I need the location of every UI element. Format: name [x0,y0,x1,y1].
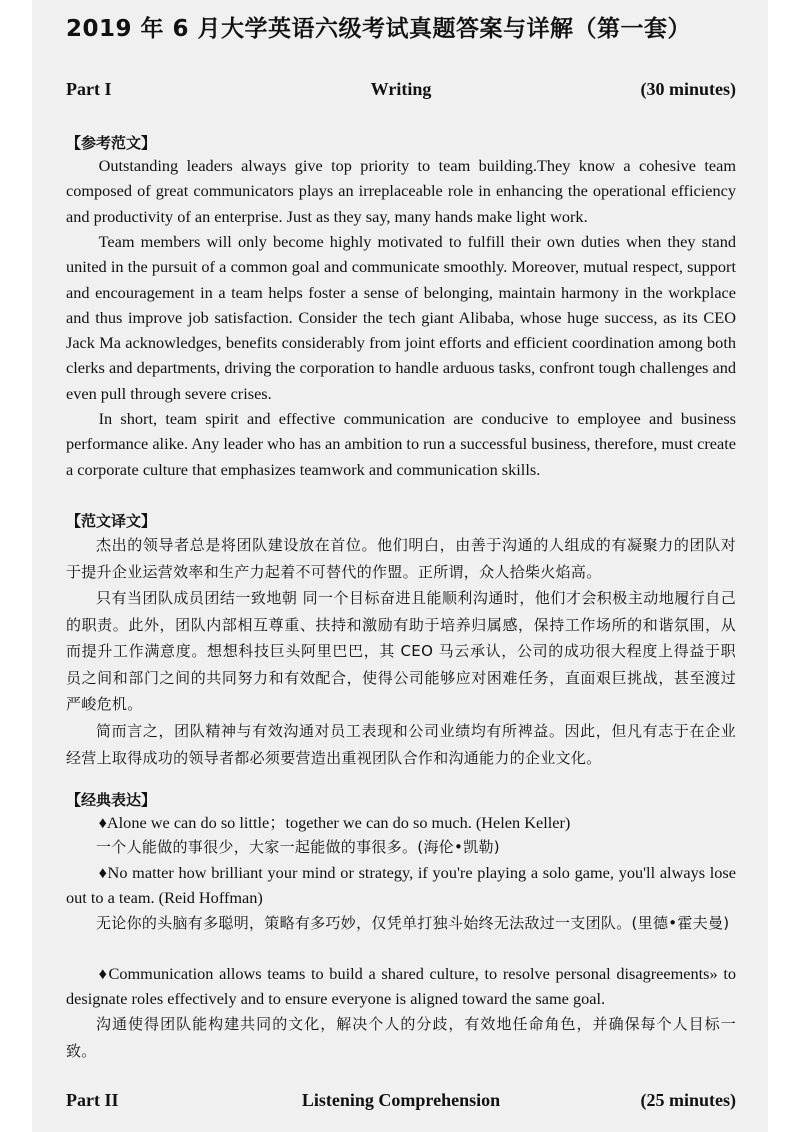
page-title: 2019 年 6 月大学英语六级考试真题答案与详解（第一套） [66,16,692,42]
translation-paragraph-1: 杰出的领导者总是将团队建设放在首位。他们明白，由善于沟通的人组成的有凝聚力的团队对于提升企业运营效率和生产力起着不可替代的作盟。正所谓，众人拾柴火焰高。 [66,536,736,581]
document-page [32,0,768,1132]
sample-heading: 【参考范文】 [66,134,157,152]
part-2-label: Part II [66,1090,119,1110]
expression-translation-2: 无论你的头脑有多聪明，策略有多巧妙，仅凭单打独斗始终无法敌过一支团队。(里德•霍夫曼) [96,914,730,932]
part-1-header [66,79,736,105]
translation-paragraph-2: 只有当团队成员团结一致地朝 同一个目标奋进且能顺利沟通时，他们才会积极主动地履行自己的职责。此外，团队内部相互尊重、扶持和激励有助于培养归属感，保持工作场所的和谐氛围，从而提升工作满意度。想想科技巨头阿里巴巴，其 CEO 马云承认，公司的成功很大程度上得益于职员之间和部门之间的共同努力和有效配合，使得公司能够应对困难任务，直面艰巨挑战，甚至渡过严峻危机。 [66,589,736,713]
part-1-name: Writing [370,79,432,99]
translation-heading: 【范文译文】 [66,512,157,530]
translation-paragraph-3: 简而言之，团队精神与有效沟通对员工表现和公司业绩均有所裨益。因此，但凡有志于在企业经营上取得成功的领导者都必须要营造出重视团队合作和沟通能力的企业文化。 [66,722,736,767]
expression-translation-1: 一个人能做的事很少，大家一起能做的事很多。(海伦•凯勒) [96,838,500,856]
expression-quote-2: ♦No matter how brilliant your mind or strategy, if you're playing a solo game, you'll always lose out to a team. (Reid Hoffman) [66,863,736,908]
sample-paragraph-3: In short, team spirit and effective communication are conducive to employee and business performance alike. Any leader who has an ambition to run a successful business, therefore, must create a corporate culture that emphasizes teamwork and communication skills. [66,409,737,479]
expressions-heading: 【经典表达】 [66,791,157,809]
part-2-time: (25 minutes) [640,1090,736,1110]
expression-quote-1: ♦Alone we can do so little；together we can do so much. (Helen Keller) [98,813,571,832]
sample-paragraph-1: Outstanding leaders always give top priority to team building.They know a cohesive team composed of great communicators plays an irreplaceable role in enhancing the operational efficiency and productivity of an enterprise. Just as they say, many hands make light work. [66,156,736,226]
sample-paragraph-2: Team members will only become highly motivated to fulfill their own duties when they stand united in the pursuit of a common goal and communicate smoothly. Moreover, mutual respect, support and encouragement in a team helps foster a sense of belonging, maintain harmony in the workplace and thus improve job satisfaction. Consider the tech giant Alibaba, whose huge success, as its CEO Jack Ma acknowledges, benefits considerably from joint efforts and efficient coordination among both clerks and departments, driving the corporation to handle arduous tasks, confront tough challenges and even pull through severe crises. [66,232,736,403]
part-2-name: Listening Comprehension [301,1090,501,1110]
part-1-label: Part I [66,79,112,99]
part-2-header [66,1090,736,1116]
expression-quote-3: ♦Communication allows teams to build a shared culture, to resolve personal disagreements» to designate roles effectively and to ensure everyone is aligned toward the same goal. [66,964,736,1009]
part-1-time: (30 minutes) [640,79,736,99]
expression-translation-3: 沟通使得团队能构建共同的文化，解决个人的分歧，有效地任命角色，并确保每个人目标一致。 [66,1015,736,1060]
